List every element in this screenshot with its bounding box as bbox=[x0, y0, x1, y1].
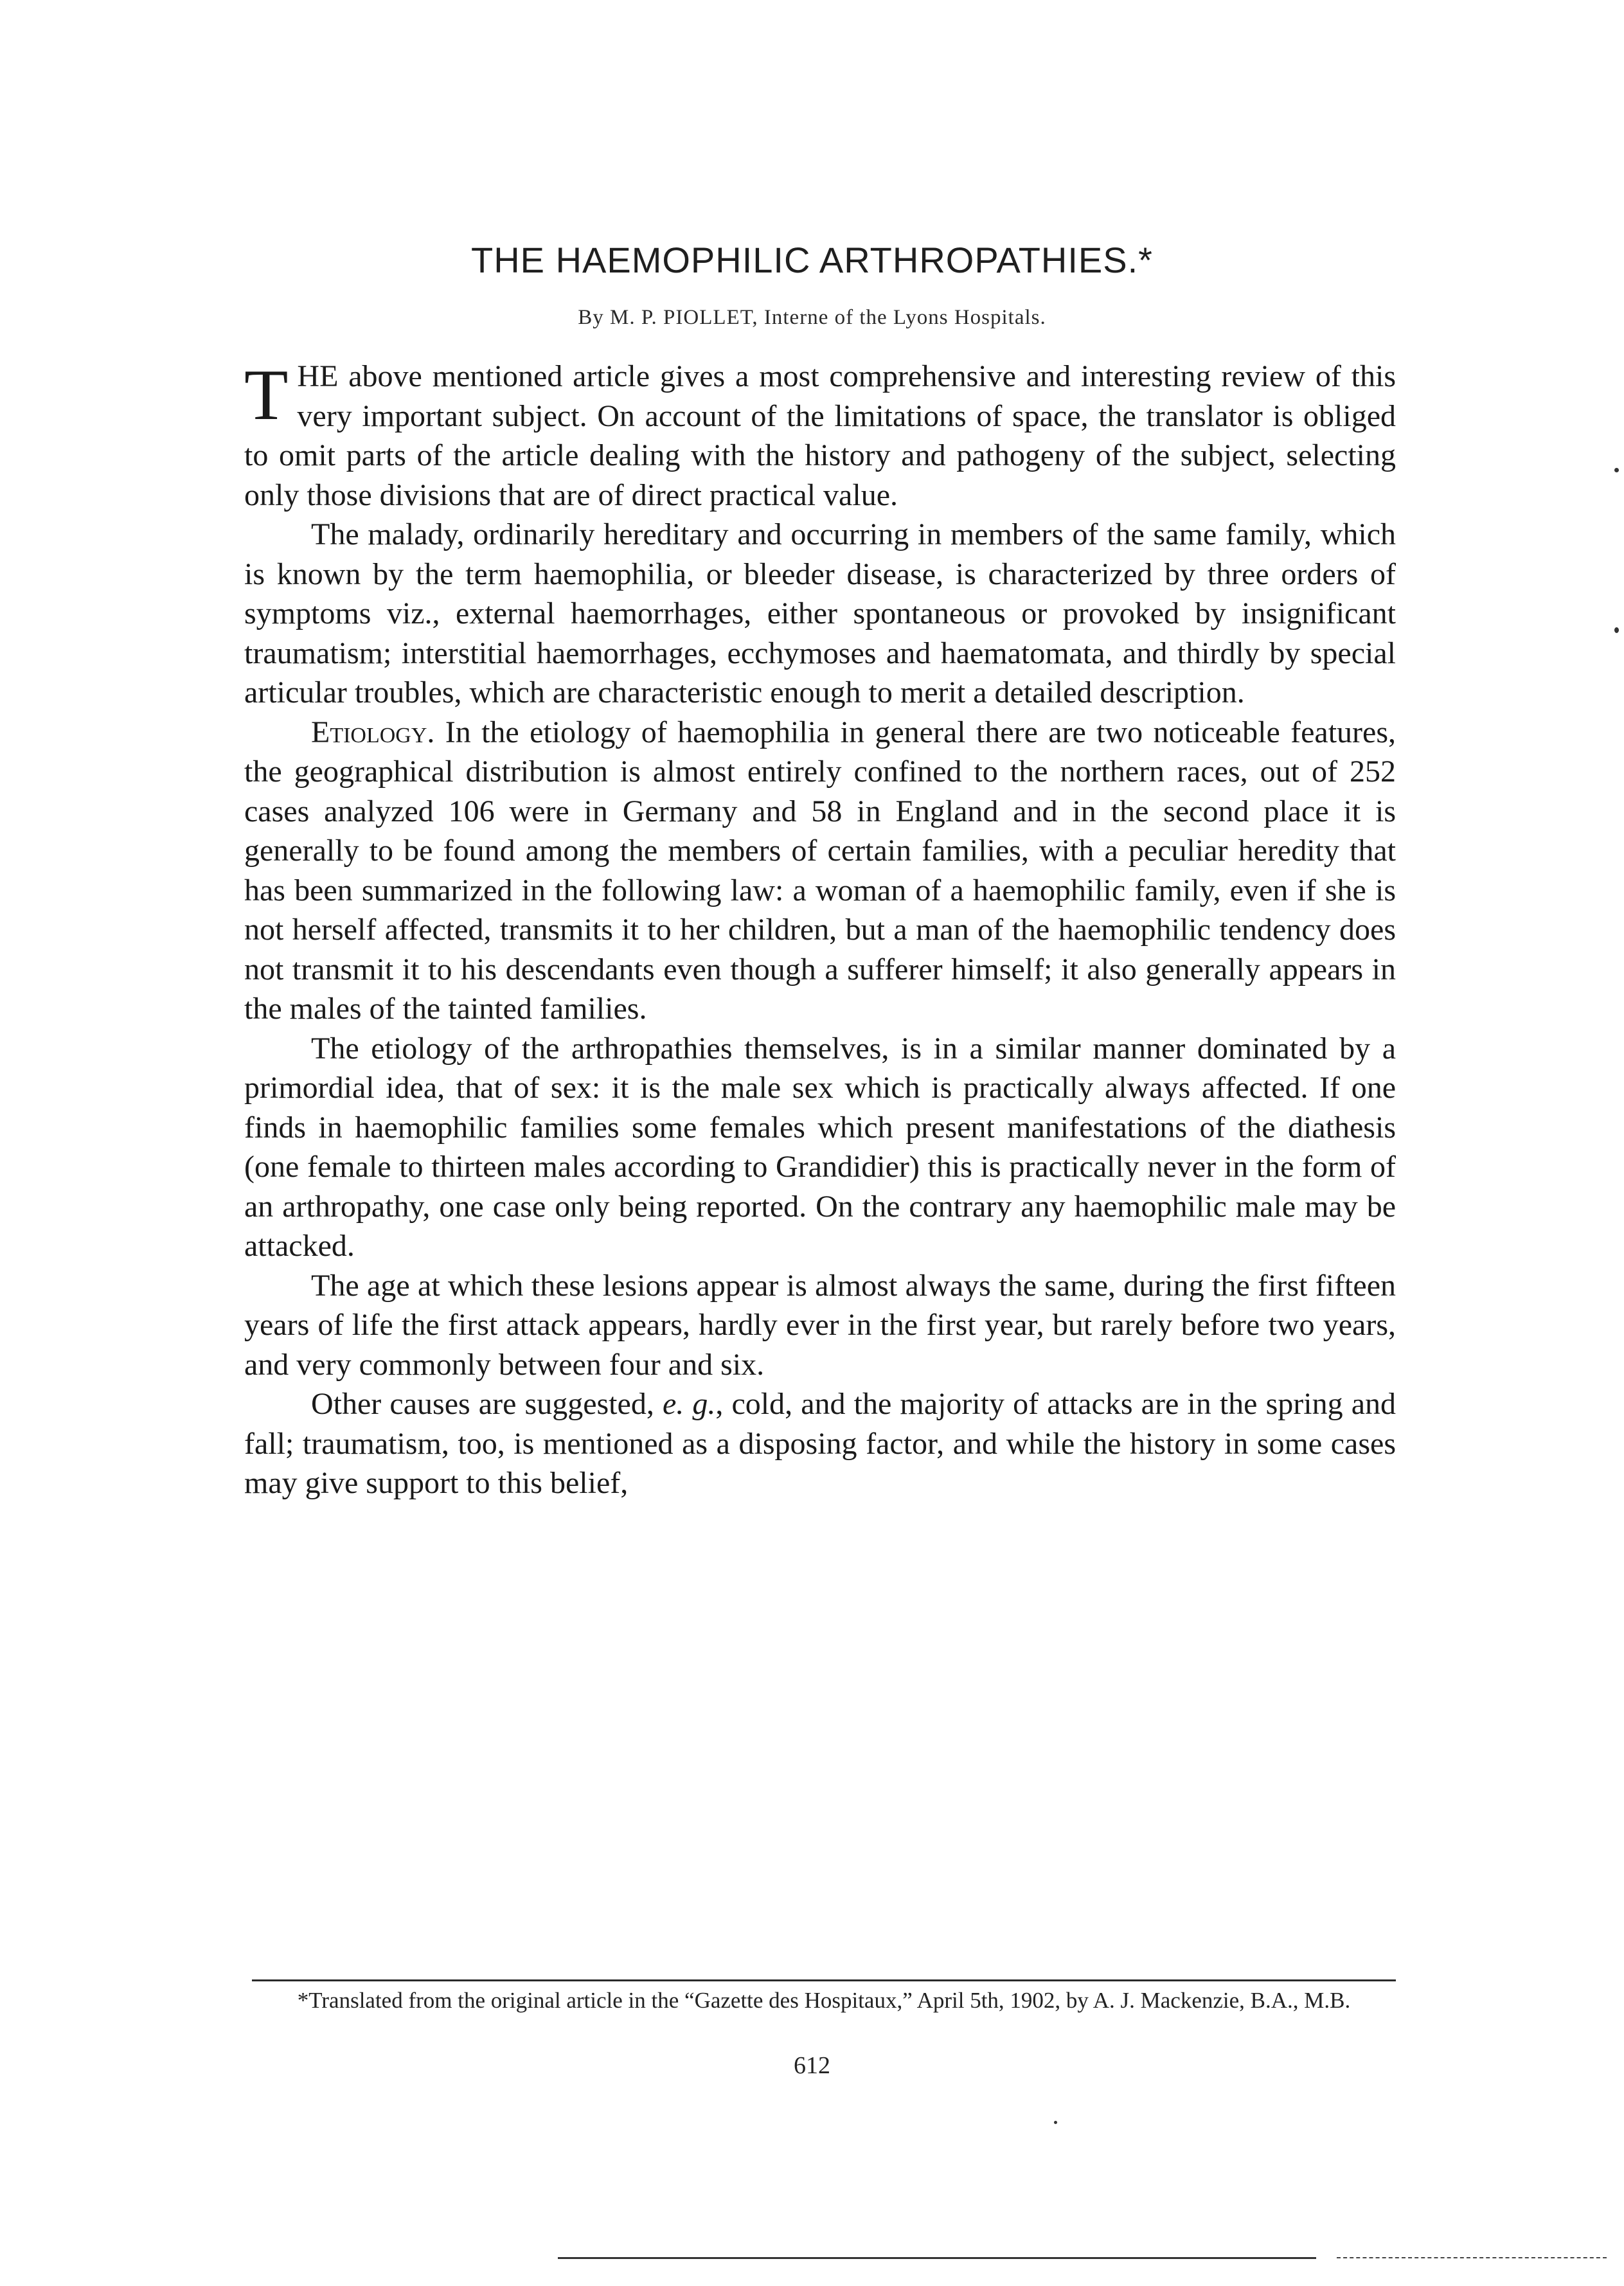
article-title: THE HAEMOPHILIC ARTHROPATHIES.* bbox=[471, 240, 1153, 280]
footnote-divider bbox=[252, 1979, 1396, 1981]
paragraph-age: The age at which these lesions appear is almost always the same, during the first fifteen years of life the first attack appears, hardly ever in the first year, but rarely before two years, and very commonly between four and six. bbox=[244, 1268, 1396, 1382]
scan-speck bbox=[1614, 627, 1619, 633]
scan-speck bbox=[1614, 468, 1619, 472]
paragraph-malady: The malady, ordinarily hereditary and occurring in members of the same family, which is known by the term haemophilia, or bleeder disease, is characterized by three orders of symptoms viz., external haemorrhages, either spontaneous or provoked by insignificant traumatism; interstitial haemorrhages, ecchymoses and haematomata, and thirdly by special articular troubles, which are characteristic enough to merit a detailed description. bbox=[244, 517, 1396, 710]
scan-speck bbox=[1054, 2121, 1057, 2124]
section-heading-etiology: Etiology. bbox=[311, 715, 435, 749]
paragraph-other-causes-text-a: Other causes are suggested, bbox=[311, 1387, 663, 1421]
abbreviation-eg: e. g. bbox=[662, 1387, 716, 1421]
paragraph-arthropathies: The etiology of the arthropathies themselves, is in a similar manner dominated by a primordial idea, that of sex: it is the male sex which is practically always affected. If one finds in haemophilic families some females which present manifestations of the diathesis (one female to thirteen males according to Grandidier) this is practically never in the form of an arthropathy, one case only being reported. On the contrary any haemophilic male may be attacked. bbox=[244, 1031, 1396, 1263]
footnote: *Translated from the original article in the “Gazette des Hospitaux,” April 5th, 1902, by A. J. Mackenzie, B.A., M.B. bbox=[297, 1988, 1351, 2013]
article-body bbox=[244, 357, 1396, 1503]
page-number: 612 bbox=[794, 2052, 830, 2079]
author-byline: By M. P. PIOLLET, Interne of the Lyons Hospitals. bbox=[578, 306, 1046, 329]
paragraph-intro-text: HE above mentioned article gives a most comprehensive and interesting review of this very important subject. On account of the limitations of space, the translator is obliged to omit parts of the article dealing with the history and pathogeny of the subject, selecting only those divisions that are of direct practical value. bbox=[244, 359, 1396, 512]
paragraph-other-causes bbox=[244, 1384, 1396, 1503]
paragraph-intro bbox=[244, 357, 1396, 515]
paragraph-other-causes-text-b: , cold, and the majority of attacks are in the spring and fall; traumatism, too, is mentioned as a disposing factor, and while the history in some cases may give support to this belief, bbox=[244, 1387, 1396, 1500]
paragraph-etiology bbox=[244, 713, 1396, 1029]
bottom-scan-line-faint bbox=[1337, 2257, 1607, 2258]
drop-cap: T bbox=[244, 355, 289, 435]
paragraph-etiology-text: In the etiology of haemophilia in general there are two noticeable features, the geographical distribution is almost entirely confined to the northern races, out of 252 cases analyzed 106 were in Germany and 58 in England and in the second place it is generally to be found among the members of certain families, with a peculiar heredity that has been summarized in the following law: a woman of a haemophilic family, even if she is not herself affected, transmits it to her children, but a man of the haemophilic tendency does not transmit it to his descendants even though a sufferer himself; it also generally appears in the males of the tainted families. bbox=[244, 715, 1396, 1026]
bottom-scan-line bbox=[558, 2257, 1316, 2259]
